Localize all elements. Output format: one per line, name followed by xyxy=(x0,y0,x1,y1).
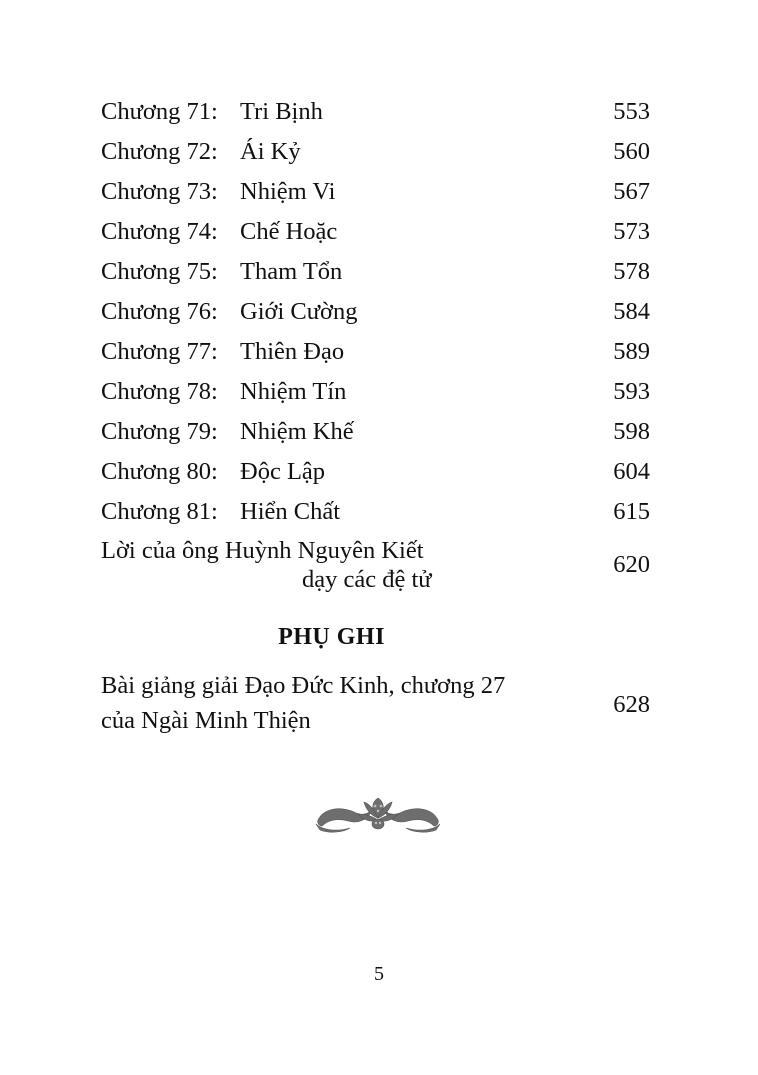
toc-row xyxy=(101,92,650,132)
chapter-title: Tham Tổn xyxy=(240,258,343,285)
toc-row xyxy=(101,292,650,332)
chapter-page: 584 xyxy=(613,298,650,325)
chapter-page: 578 xyxy=(613,258,650,285)
chapter-title: Nhiệm Khế xyxy=(240,418,354,445)
toc-row xyxy=(101,492,650,532)
chapter-title: Nhiệm Vi xyxy=(240,178,336,205)
chapter-page: 573 xyxy=(613,218,650,245)
toc-row xyxy=(101,452,650,492)
toc-row xyxy=(101,412,650,452)
chapter-page: 560 xyxy=(613,138,650,165)
closing-entry-line1: Lời của ông Huỳnh Nguyên Kiết xyxy=(101,537,424,564)
appendix-entry-line1: Bài giảng giải Đạo Đức Kinh, chương 27 xyxy=(101,672,506,699)
toc-row xyxy=(101,172,650,212)
chapter-label: Chương 74: xyxy=(101,218,218,245)
toc-row xyxy=(101,252,650,292)
page-number: 5 xyxy=(374,963,384,985)
chapter-title: Tri Bịnh xyxy=(240,98,323,125)
appendix-heading: PHỤ GHI xyxy=(278,624,385,650)
chapter-page: 604 xyxy=(613,458,650,485)
chapter-title: Ái Kỷ xyxy=(240,138,301,165)
chapter-page: 589 xyxy=(613,338,650,365)
chapter-title: Nhiệm Tín xyxy=(240,378,347,405)
chapter-page: 553 xyxy=(613,98,650,125)
table-of-contents xyxy=(101,92,650,532)
chapter-label: Chương 75: xyxy=(101,258,218,285)
chapter-label: Chương 72: xyxy=(101,138,218,165)
appendix-entry-page: 628 xyxy=(613,691,650,718)
chapter-title: Hiển Chất xyxy=(240,498,341,525)
closing-entry-page: 620 xyxy=(613,551,650,578)
chapter-page: 615 xyxy=(613,498,650,525)
chapter-label: Chương 78: xyxy=(101,378,218,405)
toc-row xyxy=(101,212,650,252)
closing-entry-line2: dạy các đệ tử xyxy=(302,566,432,593)
toc-row xyxy=(101,132,650,172)
chapter-label: Chương 73: xyxy=(101,178,218,205)
appendix-entry-line2: của Ngài Minh Thiện xyxy=(101,707,311,734)
toc-row xyxy=(101,332,650,372)
chapter-label: Chương 76: xyxy=(101,298,218,325)
toc-closing-entry xyxy=(101,536,650,598)
chapter-title: Giới Cường xyxy=(240,298,358,325)
chapter-label: Chương 81: xyxy=(101,498,218,525)
toc-row xyxy=(101,372,650,412)
floral-ornament-icon xyxy=(314,794,442,834)
chapter-title: Độc Lập xyxy=(240,458,326,485)
chapter-label: Chương 79: xyxy=(101,418,218,445)
chapter-title: Thiên Đạo xyxy=(240,338,345,365)
appendix-entry xyxy=(101,671,650,741)
chapter-title: Chế Hoặc xyxy=(240,218,338,245)
chapter-label: Chương 71: xyxy=(101,98,218,125)
chapter-page: 567 xyxy=(613,178,650,205)
chapter-page: 598 xyxy=(613,418,650,445)
chapter-page: 593 xyxy=(613,378,650,405)
chapter-label: Chương 80: xyxy=(101,458,218,485)
chapter-label: Chương 77: xyxy=(101,338,218,365)
